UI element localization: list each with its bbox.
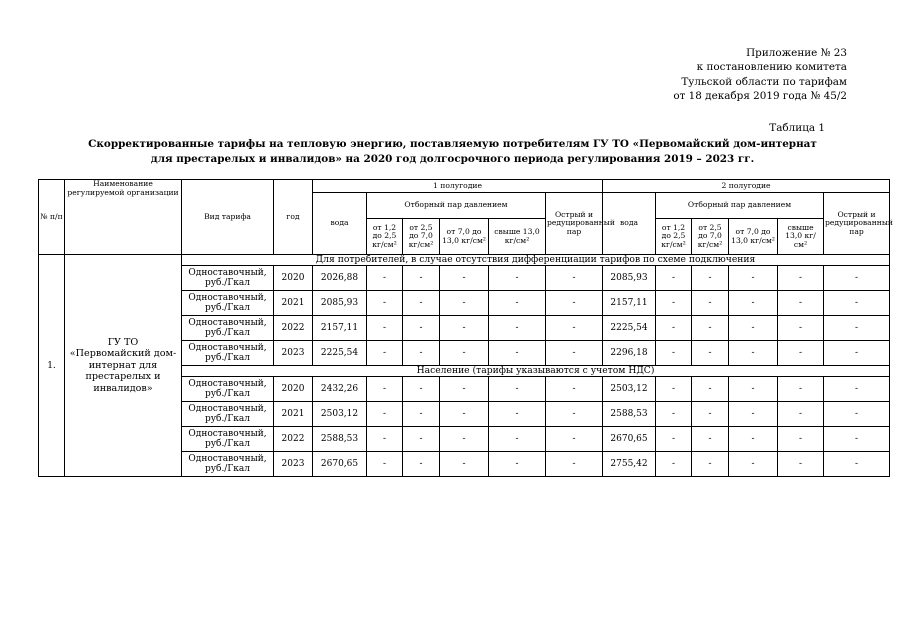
pressure-3-h2-cell: - <box>729 266 778 291</box>
header-pressure-1-h1: от 1,2 до 2,5 кг/см² <box>367 219 403 255</box>
pressure-1-h2-cell: - <box>656 341 692 366</box>
pressure-4-h2-cell: - <box>778 291 824 316</box>
pressure-3-h1-cell: - <box>440 452 489 477</box>
header-pressure-4-h1: свыше 13,0 кг/см² <box>489 219 546 255</box>
pressure-3-h2-cell: - <box>729 452 778 477</box>
header-pressure-2-h2: от 2,5 до 7,0 кг/см² <box>692 219 729 255</box>
pressure-3-h1-cell: - <box>440 316 489 341</box>
pressure-2-h1-cell: - <box>403 377 440 402</box>
tariff-type-cell: Одноставочный, руб./Гкал <box>182 341 274 366</box>
sharp-steam-h2-cell: - <box>824 377 890 402</box>
header-tariff-type: Вид тарифа <box>182 180 274 255</box>
pressure-3-h2-cell: - <box>729 377 778 402</box>
pressure-1-h1-cell: - <box>367 402 403 427</box>
header-year: год <box>274 180 313 255</box>
tariff-type-cell: Одноставочный, руб./Гкал <box>182 427 274 452</box>
pressure-1-h1-cell: - <box>367 316 403 341</box>
pressure-4-h2-cell: - <box>778 377 824 402</box>
pressure-1-h1-cell: - <box>367 291 403 316</box>
sharp-steam-h1-cell: - <box>546 452 603 477</box>
pressure-2-h2-cell: - <box>692 402 729 427</box>
appendix-block <box>673 46 847 103</box>
header-steam-2: Отборный пар давлением <box>656 193 824 219</box>
sharp-steam-h2-cell: - <box>824 452 890 477</box>
pressure-3-h2-cell: - <box>729 341 778 366</box>
pressure-2-h1-cell: - <box>403 266 440 291</box>
pressure-4-h1-cell: - <box>489 452 546 477</box>
header-pressure-3-h1: от 7,0 до 13,0 кг/см² <box>440 219 489 255</box>
pressure-1-h2-cell: - <box>656 452 692 477</box>
tariff-table <box>38 179 893 477</box>
pressure-4-h1-cell: - <box>489 266 546 291</box>
pressure-3-h1-cell: - <box>440 377 489 402</box>
pressure-4-h1-cell: - <box>489 377 546 402</box>
pressure-2-h1-cell: - <box>403 402 440 427</box>
water-tariff-h1-cell: 2026,88 <box>313 266 367 291</box>
pressure-1-h2-cell: - <box>656 377 692 402</box>
sharp-steam-h1-cell: - <box>546 316 603 341</box>
year-cell: 2021 <box>274 291 313 316</box>
appendix-line-3: Тульской области по тарифам <box>681 75 847 88</box>
sharp-steam-h1-cell: - <box>546 402 603 427</box>
appendix-line-1: Приложение № 23 <box>746 47 847 59</box>
year-cell: 2023 <box>274 452 313 477</box>
pressure-4-h2-cell: - <box>778 341 824 366</box>
section-header-row <box>39 255 890 266</box>
water-tariff-h2-cell: 2085,93 <box>603 266 656 291</box>
title-line-1: Скорректированные тарифы на тепловую энергию, поставляемую потребителям ГУ ТО «Первомайский дом-интернат <box>88 138 817 150</box>
pressure-1-h2-cell: - <box>656 291 692 316</box>
year-cell: 2022 <box>274 427 313 452</box>
tariff-type-cell: Одноставочный, руб./Гкал <box>182 316 274 341</box>
sharp-steam-h2-cell: - <box>824 266 890 291</box>
pressure-2-h2-cell: - <box>692 291 729 316</box>
year-cell: 2021 <box>274 402 313 427</box>
section-title: Для потребителей, в случае отсутствия дифференциации тарифов по схеме подключения <box>182 255 890 266</box>
water-tariff-h1-cell: 2432,26 <box>313 377 367 402</box>
pressure-4-h1-cell: - <box>489 291 546 316</box>
sharp-steam-h2-cell: - <box>824 291 890 316</box>
pressure-1-h2-cell: - <box>656 316 692 341</box>
water-tariff-h1-cell: 2503,12 <box>313 402 367 427</box>
pressure-3-h2-cell: - <box>729 427 778 452</box>
pressure-4-h1-cell: - <box>489 402 546 427</box>
header-water-1: вода <box>313 193 367 255</box>
pressure-1-h2-cell: - <box>656 427 692 452</box>
year-cell: 2022 <box>274 316 313 341</box>
header-org: Наименование регулируемой организации <box>65 180 182 255</box>
year-cell: 2020 <box>274 377 313 402</box>
tariff-type-cell: Одноставочный, руб./Гкал <box>182 377 274 402</box>
pressure-1-h1-cell: - <box>367 341 403 366</box>
pressure-2-h2-cell: - <box>692 452 729 477</box>
pressure-2-h1-cell: - <box>403 452 440 477</box>
pressure-4-h2-cell: - <box>778 402 824 427</box>
year-cell: 2023 <box>274 341 313 366</box>
pressure-4-h1-cell: - <box>489 427 546 452</box>
pressure-3-h1-cell: - <box>440 266 489 291</box>
water-tariff-h2-cell: 2588,53 <box>603 402 656 427</box>
header-pressure-4-h2: свыше 13,0 кг/см² <box>778 219 824 255</box>
pressure-4-h1-cell: - <box>489 316 546 341</box>
pressure-2-h1-cell: - <box>403 341 440 366</box>
pressure-3-h2-cell: - <box>729 316 778 341</box>
pressure-3-h2-cell: - <box>729 402 778 427</box>
sharp-steam-h1-cell: - <box>546 291 603 316</box>
pressure-1-h1-cell: - <box>367 452 403 477</box>
header-steam-1: Отборный пар давлением <box>367 193 546 219</box>
header-num: № п/п <box>39 180 65 255</box>
water-tariff-h1-cell: 2085,93 <box>313 291 367 316</box>
pressure-4-h1-cell: - <box>489 341 546 366</box>
header-pressure-3-h2: от 7,0 до 13,0 кг/см² <box>729 219 778 255</box>
row-number: 1. <box>39 255 65 477</box>
organization-name: ГУ ТО «Первомайский дом-интернат для престарелых и инвалидов» <box>65 255 182 477</box>
header-half-2: 2 полугодие <box>603 180 890 193</box>
pressure-3-h1-cell: - <box>440 291 489 316</box>
header-pressure-2-h1: от 2,5 до 7,0 кг/см² <box>403 219 440 255</box>
pressure-2-h1-cell: - <box>403 291 440 316</box>
pressure-2-h1-cell: - <box>403 427 440 452</box>
tariff-type-cell: Одноставочный, руб./Гкал <box>182 402 274 427</box>
sharp-steam-h1-cell: - <box>546 341 603 366</box>
water-tariff-h2-cell: 2157,11 <box>603 291 656 316</box>
sharp-steam-h2-cell: - <box>824 427 890 452</box>
pressure-2-h2-cell: - <box>692 427 729 452</box>
pressure-3-h1-cell: - <box>440 402 489 427</box>
pressure-4-h2-cell: - <box>778 266 824 291</box>
pressure-4-h2-cell: - <box>778 316 824 341</box>
sharp-steam-h1-cell: - <box>546 266 603 291</box>
pressure-1-h1-cell: - <box>367 266 403 291</box>
water-tariff-h1-cell: 2588,53 <box>313 427 367 452</box>
document-title <box>0 137 905 166</box>
pressure-3-h1-cell: - <box>440 341 489 366</box>
sharp-steam-h1-cell: - <box>546 427 603 452</box>
pressure-3-h2-cell: - <box>729 291 778 316</box>
sharp-steam-h2-cell: - <box>824 341 890 366</box>
sharp-steam-h2-cell: - <box>824 402 890 427</box>
pressure-2-h2-cell: - <box>692 341 729 366</box>
pressure-1-h2-cell: - <box>656 266 692 291</box>
header-pressure-1-h2: от 1,2 до 2,5 кг/см² <box>656 219 692 255</box>
section-title: Население (тарифы указываются с учетом НДС) <box>182 366 890 377</box>
tariff-type-cell: Одноставочный, руб./Гкал <box>182 452 274 477</box>
header-sharp-steam-2: Острый и редуцированный пар <box>824 193 890 255</box>
sharp-steam-h1-cell: - <box>546 377 603 402</box>
header-half-1: 1 полугодие <box>313 180 603 193</box>
sharp-steam-h2-cell: - <box>824 316 890 341</box>
water-tariff-h1-cell: 2670,65 <box>313 452 367 477</box>
pressure-1-h2-cell: - <box>656 402 692 427</box>
pressure-2-h2-cell: - <box>692 266 729 291</box>
appendix-line-4: от 18 декабря 2019 года № 45/2 <box>673 89 847 102</box>
water-tariff-h2-cell: 2755,42 <box>603 452 656 477</box>
year-cell: 2020 <box>274 266 313 291</box>
title-line-2: для престарелых и инвалидов» на 2020 год долгосрочного периода регулирования 2019 – 2023 гг. <box>150 152 755 165</box>
water-tariff-h2-cell: 2225,54 <box>603 316 656 341</box>
header-water-2: вода <box>603 193 656 255</box>
pressure-4-h2-cell: - <box>778 452 824 477</box>
table-label: Таблица 1 <box>769 122 825 134</box>
water-tariff-h1-cell: 2157,11 <box>313 316 367 341</box>
pressure-2-h2-cell: - <box>692 316 729 341</box>
water-tariff-h2-cell: 2670,65 <box>603 427 656 452</box>
water-tariff-h1-cell: 2225,54 <box>313 341 367 366</box>
water-tariff-h2-cell: 2503,12 <box>603 377 656 402</box>
pressure-4-h2-cell: - <box>778 427 824 452</box>
pressure-2-h2-cell: - <box>692 377 729 402</box>
pressure-1-h1-cell: - <box>367 427 403 452</box>
pressure-3-h1-cell: - <box>440 427 489 452</box>
table-header <box>39 179 893 255</box>
tariff-type-cell: Одноставочный, руб./Гкал <box>182 266 274 291</box>
pressure-2-h1-cell: - <box>403 316 440 341</box>
appendix-line-2: к постановлению комитета <box>696 61 847 74</box>
pressure-1-h1-cell: - <box>367 377 403 402</box>
water-tariff-h2-cell: 2296,18 <box>603 341 656 366</box>
table-body <box>39 255 890 477</box>
header-sharp-steam-1: Острый и редуцированный пар <box>546 193 603 255</box>
tariff-type-cell: Одноставочный, руб./Гкал <box>182 291 274 316</box>
